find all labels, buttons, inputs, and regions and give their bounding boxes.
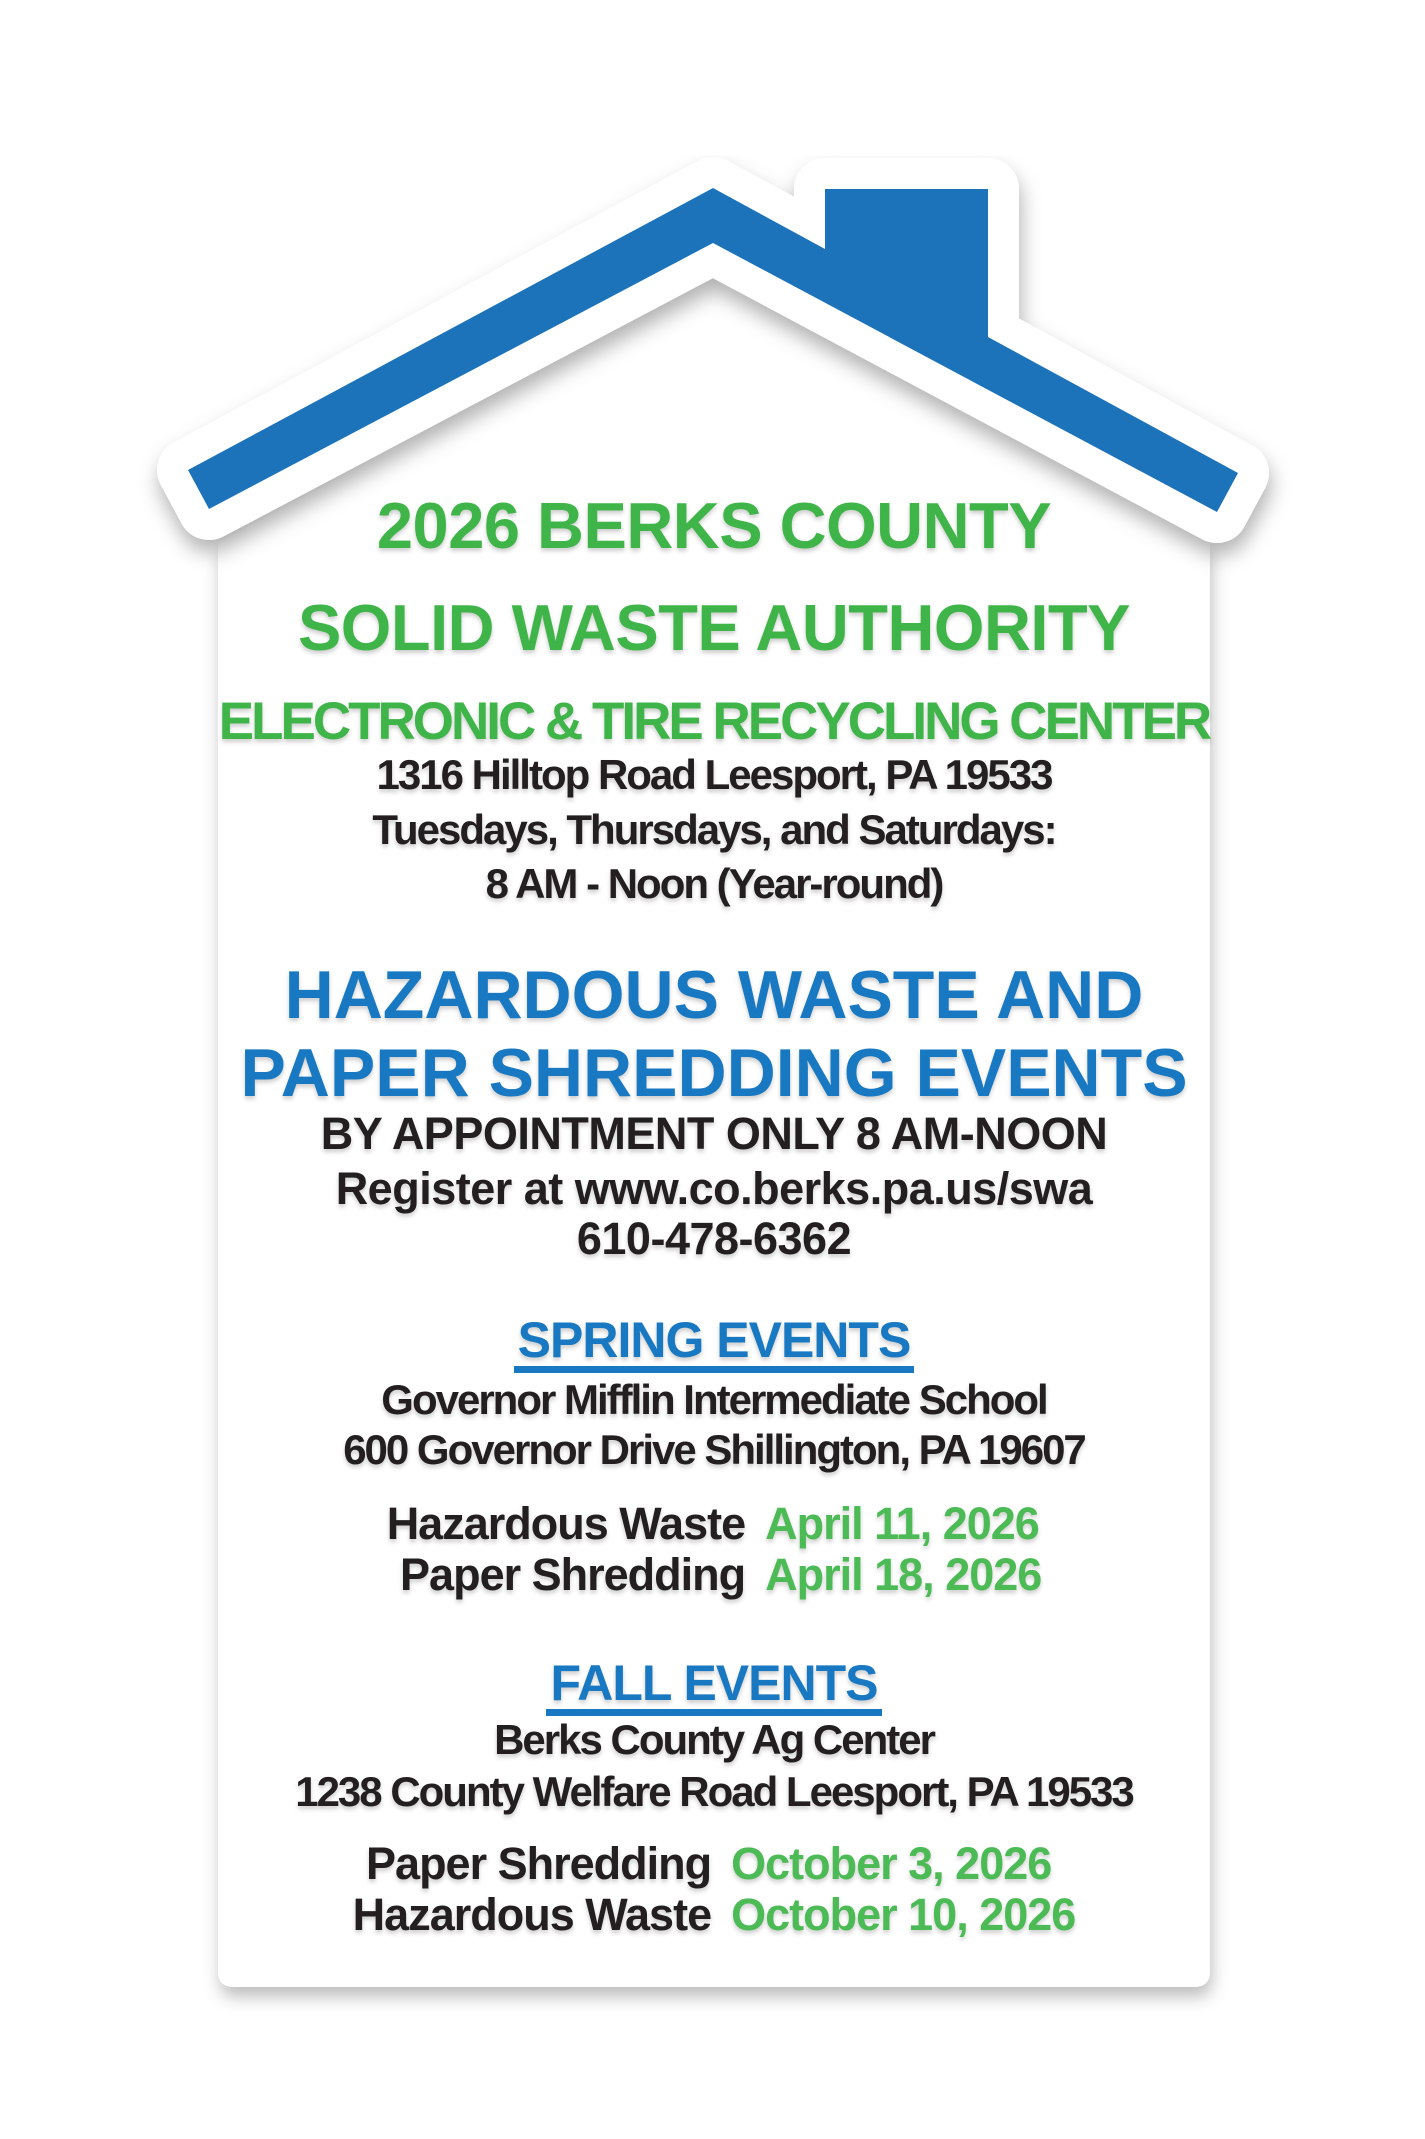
spring-events-heading xyxy=(218,1312,1210,1373)
fall-event-label: Paper Shredding xyxy=(366,1838,712,1889)
spring-event-date: April 11, 2026 xyxy=(765,1498,1039,1549)
spring-event-label: Paper Shredding xyxy=(400,1549,746,1600)
recycling-center-hours: 8 AM - Noon (Year-round) xyxy=(485,860,943,907)
hazardous-heading-line1: HAZARDOUS WASTE AND xyxy=(284,957,1144,1033)
spring-event-label: Hazardous Waste xyxy=(386,1498,746,1549)
hazardous-heading-line2: PAPER SHREDDING EVENTS xyxy=(240,1035,1188,1111)
fall-events-heading xyxy=(218,1655,1210,1716)
spring-event-date: April 18, 2026 xyxy=(765,1549,1042,1600)
fall-events-heading-text: FALL EVENTS xyxy=(546,1658,881,1716)
fall-venue: Berks County Ag Center xyxy=(494,1716,934,1763)
register-url: Register at www.co.berks.pa.us/swa xyxy=(335,1163,1093,1214)
spring-events-heading-text: SPRING EVENTS xyxy=(514,1315,915,1373)
fall-address: 1238 County Welfare Road Leesport, PA 19533 xyxy=(295,1768,1133,1815)
fall-event-date: October 3, 2026 xyxy=(731,1838,1052,1889)
phone-number: 610-478-6362 xyxy=(576,1213,852,1264)
fall-events-list xyxy=(218,1838,1210,1940)
spring-events-list xyxy=(218,1498,1210,1600)
flyer-content xyxy=(218,0,1210,2139)
recycling-center-heading: ELECTRONIC & TIRE RECYCLING CENTER xyxy=(218,692,1210,751)
spring-address: 600 Governor Drive Shillington, PA 19607 xyxy=(343,1426,1085,1473)
recycling-center-days: Tuesdays, Thursdays, and Saturdays: xyxy=(372,806,1056,853)
fall-event-date: October 10, 2026 xyxy=(731,1889,1076,1940)
page-title-line2: SOLID WASTE AUTHORITY xyxy=(297,591,1131,664)
spring-venue: Governor Mifflin Intermediate School xyxy=(381,1376,1047,1423)
fall-event-label: Hazardous Waste xyxy=(352,1889,712,1940)
recycling-center-address: 1316 Hilltop Road Leesport, PA 19533 xyxy=(376,751,1052,798)
page-title-line1: 2026 BERKS COUNTY xyxy=(376,489,1052,562)
appointment-note: BY APPOINTMENT ONLY 8 AM-NOON xyxy=(320,1108,1108,1159)
